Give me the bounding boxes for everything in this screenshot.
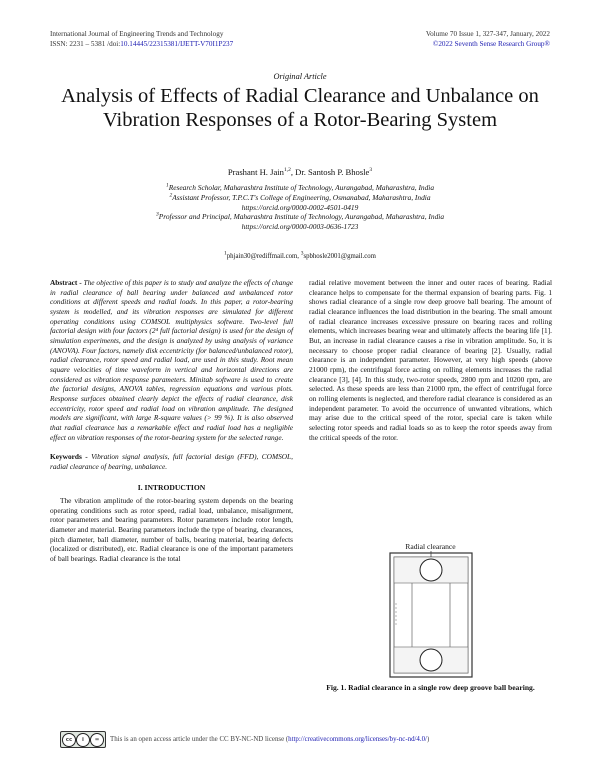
cc-icon: cc — [62, 733, 76, 747]
journal-name: International Journal of Engineering Trends and Technology — [50, 30, 224, 38]
intro-paragraph-left: The vibration amplitude of the rotor-bearing system depends on the bearing operating conditions such as rotor speed, radial load, unbalance, misalignment, rotor parameters and bearing parameters. Rotor parameters include rotor length, diameter and material. Bearing parameters include the type of bearing, clearances, pitch diameter, ball diameter, number of balls, bearing material, bearing defects (localized or distributed), etc. Radial clearance is one of the important parameters of ball bearings. Radial clearance is the total — [50, 496, 293, 564]
license-footer: cc i = This is an open access article under the CC BY-NC-ND license (http://creativecommons.org/licenses/by-nc-nd/4.0/) — [60, 731, 550, 748]
affiliation-2: $^2$Assistant Professor, T.P.C.T's College of Engineering, Osmanabad, Maharashtra, India — [169, 192, 431, 202]
intro-paragraph-right: radial relative movement between the inner and outer races of bearing. Radial clearance helps to compensate for the thermal expansion of bearing parts. Fig. 1 shows radial clearance of a single row deep groove ball bearing. The amount of radial clearance influences the load distribution in the bearing. The small amount of radial clearance increases excessive pressure on bearing races and rolling elements, which increases bearing wear and ultimately affects the bearing life [1]. But, an increase in radial clearance causes a rise in vibration amplitude. So, it is necessary to choose proper radial clearance of bearing [2]. Usually, radial clearance is an independent parameter. However, at very high speeds (above 21000 rpm), the centrifugal force acting on rolling elements increases the radial clearance [3], [4]. In this study, two-rotor speeds, 2800 rpm and 10200 rpm, are selected. As these speeds are less than 21000 rpm, the effect of centrifugal force on rolling elements is neglected, and therefore radial clearance is considered as an independent parameter. To avoid the occurrence of unwanted vibrations, which may arise due to the critical speed of the rotor, special care is taken while selecting rotor speeds and radial loads so as to keep the rotor speeds away from the critical speeds of the rotor. — [309, 278, 552, 442]
running-header-right — [426, 30, 550, 49]
by-icon: i — [76, 733, 90, 747]
author-emails: $^1$phjain30@rediffmail.com, $^3$spbhosle2001@gmail.com — [224, 250, 376, 260]
cc-license-icon[interactable] — [60, 731, 106, 748]
license-link[interactable]: http://creativecommons.org/licenses/by-nc-nd/4.0/ — [288, 736, 427, 744]
affiliations — [60, 183, 540, 232]
paper-title: Analysis of Effects of Radial Clearance and Unbalance on Vibration Responses of a Rotor-Bearing System — [61, 85, 539, 131]
orcid-1[interactable]: https://orcid.org/0000-0002-4501-0419 — [241, 202, 359, 212]
email-1[interactable]: phjain30@rediffmail.com, — [226, 253, 299, 260]
top-ball — [420, 559, 442, 581]
keywords: Keywords - Vibration signal analysis, full factorial design (FFD), COMSOL, radial clearance of bearing, unbalance. — [50, 452, 293, 471]
right-column — [309, 278, 552, 442]
volume-info: Volume 70 Issue 1, 327-347, January, 2022 — [425, 30, 550, 38]
figure-label-radial-clearance: Radial clearance — [405, 542, 456, 551]
nd-icon: = — [90, 733, 104, 747]
section-heading-introduction: I. INTRODUCTION — [137, 483, 206, 493]
bottom-ball — [420, 649, 442, 671]
figure-caption: Fig. 1. Radial clearance in a single row deep groove ball bearing. — [326, 683, 535, 692]
issn-doi: ISSN: 2231 – 5381 /doi:10.14445/22315381/IJETT-V70I1P237 — [50, 39, 234, 48]
running-header-left — [50, 30, 233, 49]
email-2[interactable]: spbhosle2001@gmail.com — [303, 253, 376, 260]
orcid-2[interactable]: https://orcid.org/0000-0003-0636-1723 — [241, 222, 359, 232]
doi-link[interactable]: 10.14445/22315381/IJETT-V70I1P237 — [120, 39, 234, 48]
abstract: Abstract - The objective of this paper is to study and analyze the effects of change in radial clearance of ball bearing under balanced and unbalanced rotor conditions at different speeds and radial loads. In this paper, a rotor-bearing system is modelled, and its vibration responses are simulated for different operating conditions using COMSOL multiphysics software. Two-level full factorial design with four factors (2⁴ full factorial design) is used for the design of simulation experiments, and the design is analyzed by using analysis of variance (ANOVA). Four factors, namely disk eccentricity (for balanced/unbalanced rotor), radial clearance, rotor speed and radial load, are used in this study. Root mean square velocities of time waveform in vertical and horizontal directions are considered as vibration response parameters. Minitab software is used to create the factorial designs, ANOVA tables, regression equations and various plots. Response surfaces obtained clearly depict the effects of radial clearance, disk eccentricity, rotor speed and radial load on vibration amplitude. The designed models are significant, with large R-square values (> 99 %). It is also observed that radial clearance has a remarkable effect and radial load has a negligible effect on vibration responses of the rotor-bearing system for the selected range. — [50, 278, 294, 442]
authors: Prashant H. Jain$^{1,2}$, Dr. Santosh P. Bhosle$^3$ — [227, 167, 373, 177]
affiliation-3: $^3$Professor and Principal, Maharashtra Institute of Technology, Aurangabad, Maharashtra, India — [155, 211, 445, 222]
bearing-diagram — [388, 551, 474, 679]
affiliation-1: $^1$Research Scholar, Maharashtra Institute of Technology, Aurangabad, Maharashtra, India — [165, 182, 435, 192]
copyright-link[interactable]: ©2022 Seventh Sense Research Group® — [432, 39, 550, 48]
article-kind: Original Article — [273, 72, 327, 81]
left-column — [50, 278, 293, 564]
